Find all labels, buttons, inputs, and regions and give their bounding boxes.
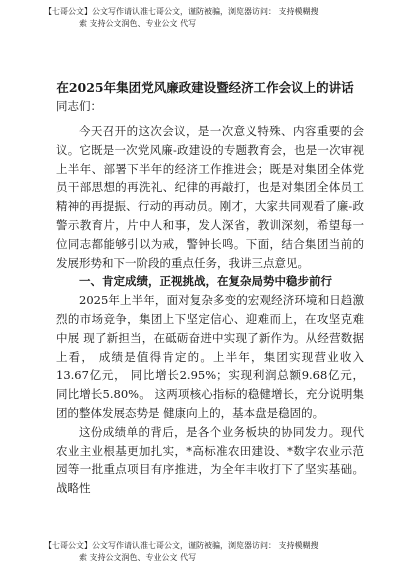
header-watermark-banner (44, 6, 374, 30)
paragraph-1: 今天召开的这次会议，是一次意义特殊、内容重要的会议。它既是一次党风廉-政建设的专题教育会，也是一次审视上半年、部署下半年的经济工作推进会；既是对集团全体党员干部思想的再洗礼、纪律的再敲打，也是对集团全体员工精神的再提振、行动的再动员。刚才，大家共同观看了廉-政警示教育片，片中人和事，发人深省，教训深刻，希望每一位同志都能够引以为戒，警钟长鸣。下面，结合集团当前的发展形势和下一阶段的重点任务，我讲三点意见。 (56, 124, 364, 270)
paragraph-3: 这份成绩单的背后，是各个业务板块的协同发力。现代农业主业根基更加扎实，*高标准农田建设、*数字农业示范园等一批重点项目有序推进，为全年丰收打下了坚实基础。战略性 (56, 424, 364, 496)
footer-banner-line-2: 索 支持公文润色、专业公文 代写 (79, 553, 197, 562)
section-1-heading: 一、肯定成绩，正视挑战，在复杂局势中稳步前行 (79, 274, 332, 289)
salutation: 同志们： (56, 99, 102, 113)
header-banner-line-2: 索 支持公文润色、专业公文 代写 (79, 19, 197, 28)
header-banner-line-1: 【七哥公文】公文写作请认准七哥公文，谨防被骗，浏览器访问： 支持模糊搜 (44, 7, 319, 16)
document-body (56, 122, 364, 498)
footer-banner-line-1: 【七哥公文】公文写作请认准七哥公文，谨防被骗，浏览器访问： 支持模糊搜 (44, 541, 319, 550)
footer-watermark-banner (44, 540, 374, 564)
paragraph-2: 2025年上半年，面对复杂多变的宏观经济环境和日趋激烈的市场竞争，集团上下坚定信心、迎难而上，在攻坚克难中展 现了新担当，在砥砺奋进中实现了新作为。从经营数据上看， 成绩是值得肯定的。上半年，集团实现营业收入13.67亿元， 同比增长2.95%；实现利润总额9.68亿元， 同比增长5.80%。 这两项核心指标的稳健增长，充分说明集团的整体发展态势是 健康向上的，基本盘是稳固的。 (56, 293, 364, 420)
document-title: 在2025年集团党风廉政建设暨经济工作会议上的讲话 (56, 80, 354, 95)
